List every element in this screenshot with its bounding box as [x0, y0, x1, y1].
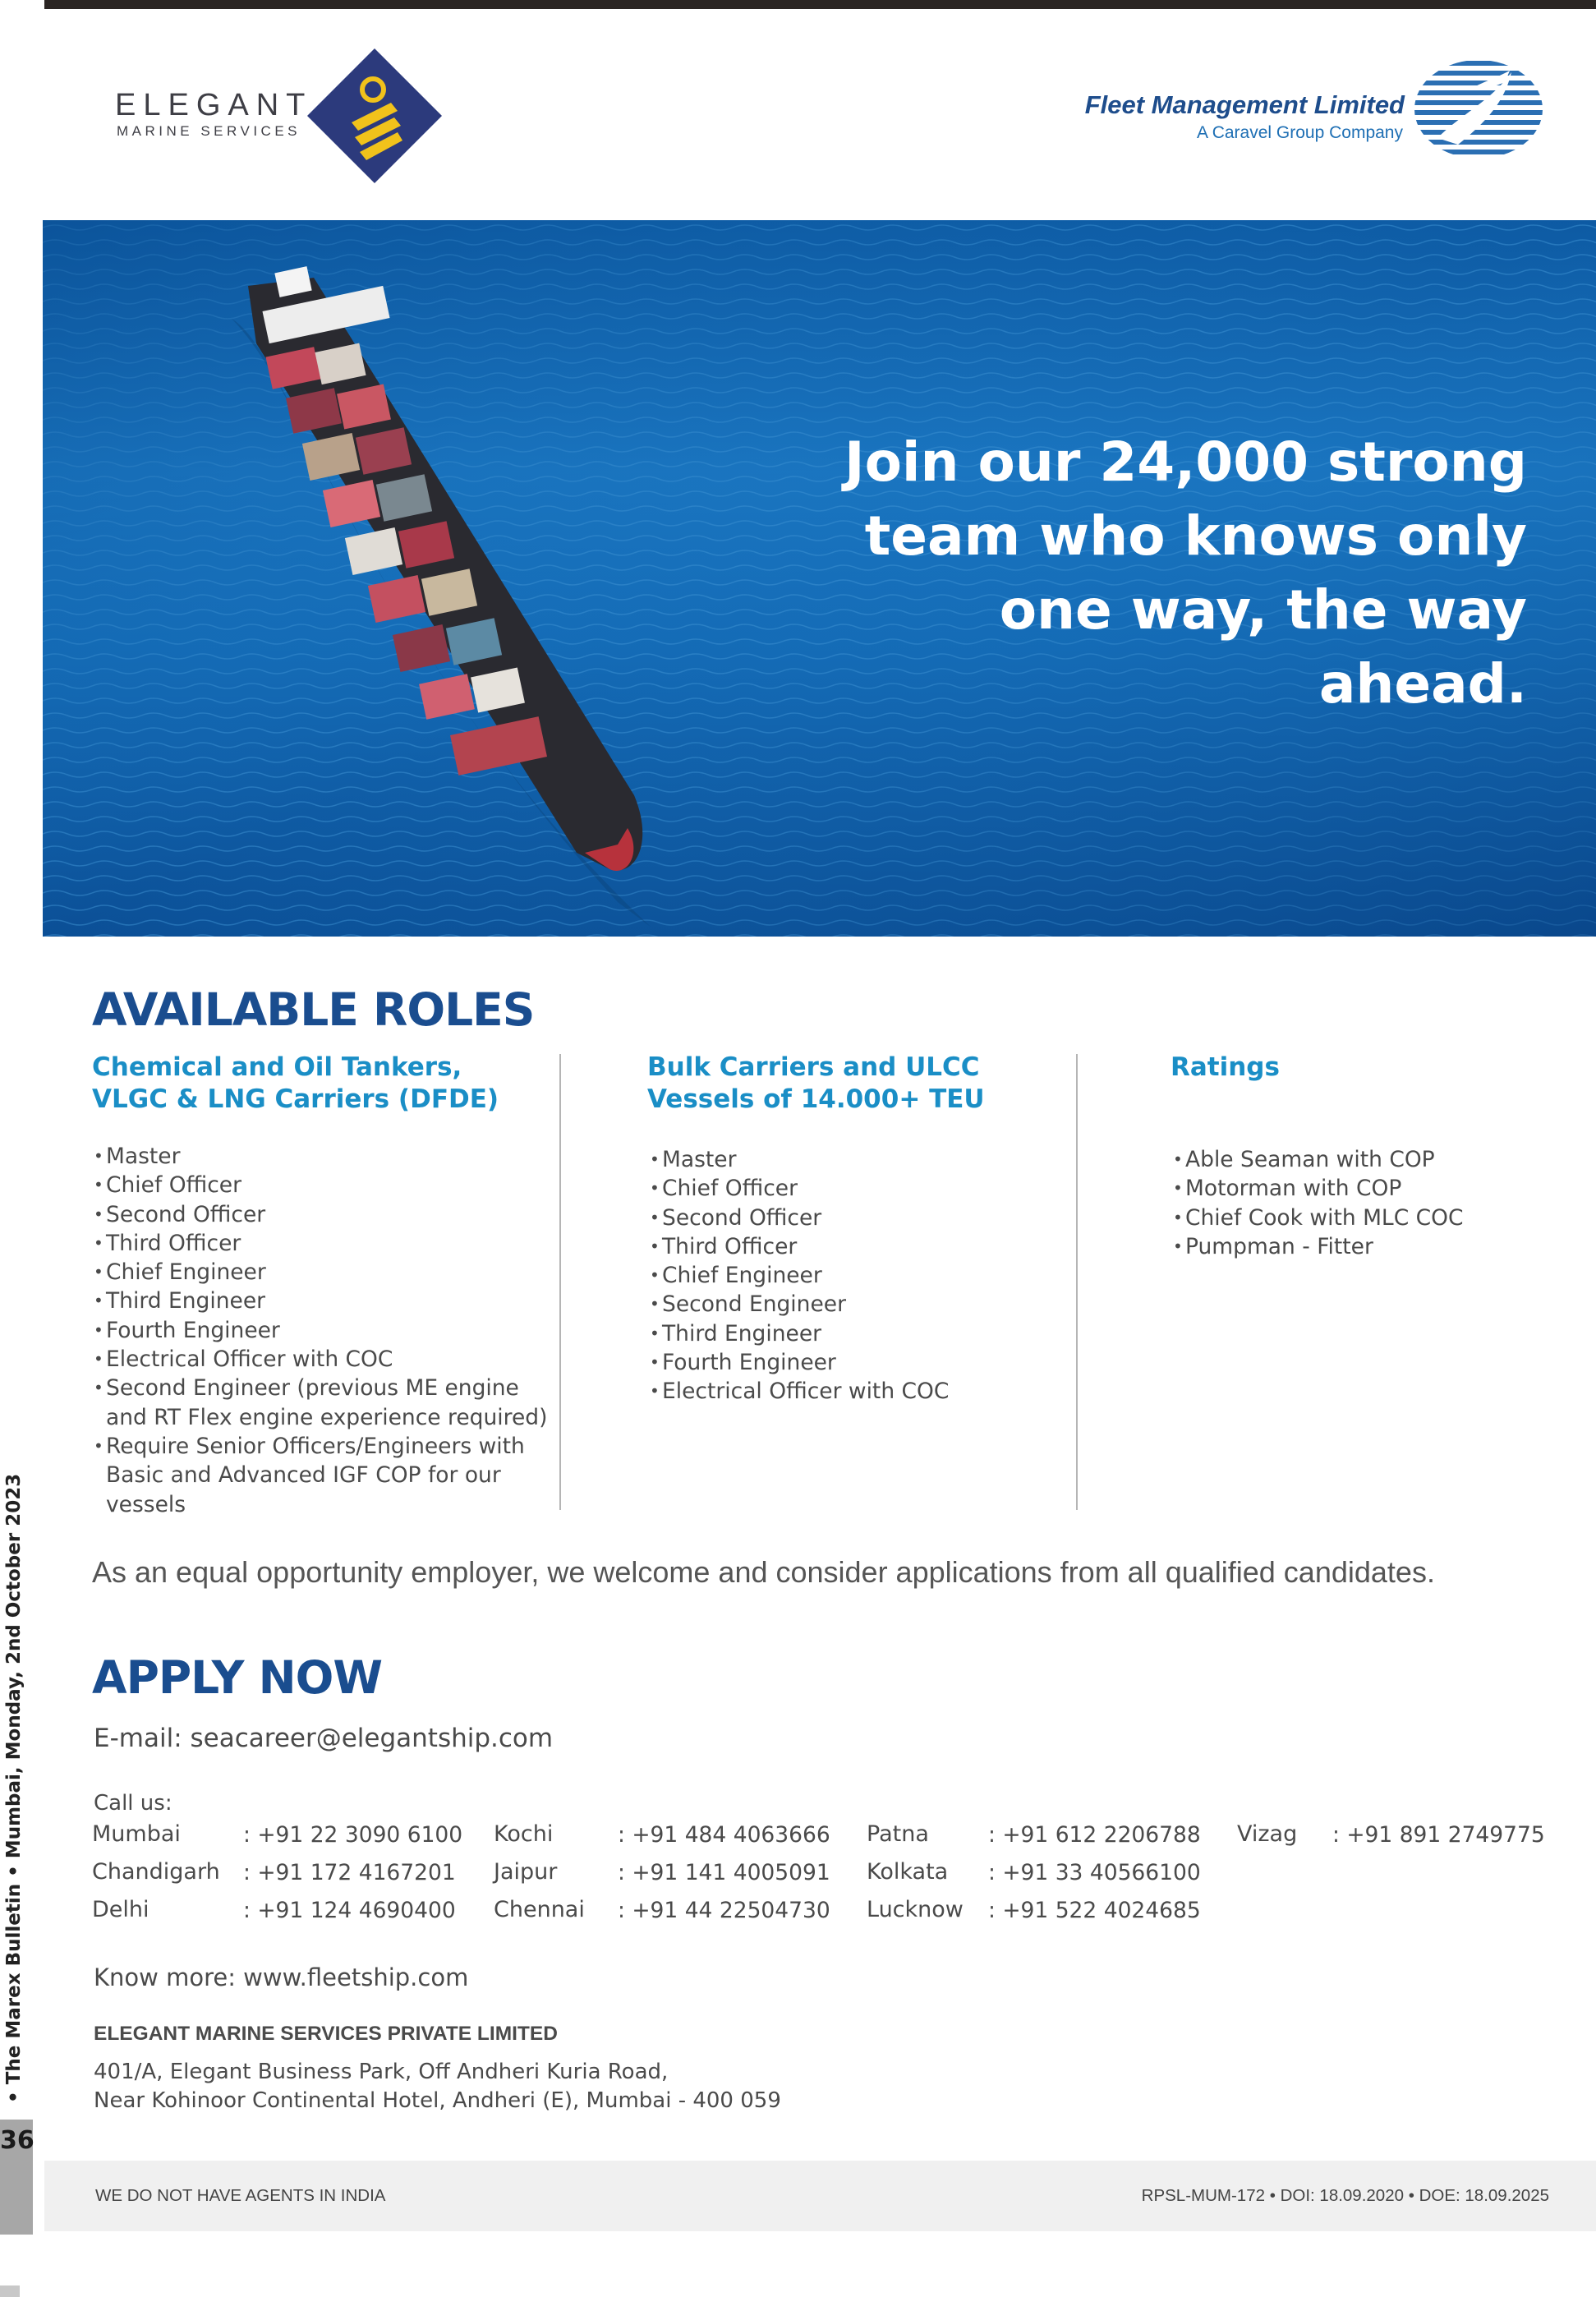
elegant-logo-sub: MARINE SERVICES	[117, 123, 301, 139]
list-item: • Motorman with COP	[1171, 1174, 1566, 1203]
website-link[interactable]: Know more: www.fleetship.com	[94, 1963, 469, 1991]
phone-city: Jaipur	[494, 1859, 558, 1885]
phone-city: Chandigarh	[92, 1859, 220, 1885]
address-line: Near Kohinoor Continental Hotel, Andheri (E), Mumbai - 400 059	[94, 2088, 781, 2113]
list-item: • Chief Engineer	[92, 1258, 552, 1287]
phone-number[interactable]: : +91 522 4024685	[988, 1898, 1201, 1923]
column-divider	[1076, 1054, 1078, 1510]
column-2-heading-line: Bulk Carriers and ULCC	[647, 1052, 980, 1082]
phone-number[interactable]: : +91 33 40566100	[988, 1860, 1201, 1885]
phone-city: Patna	[867, 1821, 929, 1847]
elegant-logo-word: ELEGANT	[115, 88, 313, 122]
phone-number[interactable]: : +91 484 4063666	[618, 1822, 830, 1848]
elegant-marine-logo	[115, 45, 444, 185]
hero-headline: Join our 24,000 strong team who knows only one way, the way ahead.	[844, 430, 1527, 716]
phone-city: Vizag	[1237, 1821, 1298, 1847]
phone-number[interactable]: : +91 124 4690400	[243, 1898, 456, 1923]
page-number: 36	[0, 2126, 34, 2155]
column-1-heading-line: VLGC & LNG Carriers (DFDE)	[92, 1084, 499, 1114]
column-2-heading	[647, 1052, 985, 1116]
equal-opportunity-statement: As an equal opportunity employer, we welcome and consider applications from all qualified candidates.	[92, 1555, 1435, 1589]
list-item: • Chief Officer	[648, 1174, 1075, 1203]
phone-city: Kolkata	[867, 1859, 949, 1885]
column-2-heading-line: Vessels of 14.000+ TEU	[647, 1084, 985, 1114]
list-item: • Third Officer	[648, 1232, 1075, 1261]
publication-line: • The Marex Bulletin • Mumbai, Monday, 2nd October 2023	[3, 1473, 25, 2103]
fleet-logo-sub: A Caravel Group Company	[1197, 123, 1403, 142]
email-contact[interactable]: E-mail: seacareer@elegantship.com	[94, 1724, 554, 1753]
list-item: • Electrical Officer with COC	[648, 1377, 1075, 1406]
column-divider	[559, 1054, 561, 1510]
column-2-list	[648, 1145, 1075, 1406]
phone-city: Chennai	[494, 1897, 585, 1922]
phone-city: Kochi	[494, 1821, 554, 1847]
footer-license: RPSL-MUM-172 • DOI: 18.09.2020 • DOE: 18.09.2025	[1141, 2186, 1549, 2205]
fleet-logo-name: Fleet Management Limited	[1084, 90, 1405, 119]
phone-city: Mumbai	[92, 1821, 181, 1847]
phone-number[interactable]: : +91 44 22504730	[618, 1898, 830, 1923]
list-item: • Chief Officer	[92, 1171, 552, 1199]
corner-mark	[0, 2285, 20, 2297]
address-line: 401/A, Elegant Business Park, Off Andheri Kuria Road,	[94, 2060, 669, 2084]
elegant-diamond-icon	[306, 47, 444, 185]
column-3-heading	[1171, 1052, 1280, 1084]
list-item: • Pumpman - Fitter	[1171, 1232, 1566, 1261]
list-item: • Third Officer	[92, 1229, 552, 1258]
list-item: • Electrical Officer with COC	[92, 1345, 552, 1374]
list-item: • Fourth Engineer	[648, 1348, 1075, 1377]
roles-title: AVAILABLE ROLES	[92, 983, 535, 1036]
fleet-management-logo	[1068, 56, 1544, 171]
list-item: • Second Engineer (previous ME engine and RT Flex engine experience required)	[92, 1374, 552, 1432]
phone-number[interactable]: : +91 172 4167201	[243, 1860, 456, 1885]
list-item: • Chief Cook with MLC COC	[1171, 1204, 1566, 1232]
company-name: ELEGANT MARINE SERVICES PRIVATE LIMITED	[94, 2023, 558, 2045]
hero-image	[43, 220, 1596, 937]
list-item: • Second Officer	[648, 1204, 1075, 1232]
list-item: • Require Senior Officers/Engineers with Basic and Advanced IGF COP for our vessels	[92, 1432, 552, 1519]
phone-number[interactable]: : +91 612 2206788	[988, 1822, 1201, 1848]
fleet-globe-icon	[1413, 56, 1544, 163]
phone-number[interactable]: : +91 141 4005091	[618, 1860, 830, 1885]
phone-number[interactable]: : +91 891 2749775	[1332, 1822, 1545, 1848]
footer-disclaimer: WE DO NOT HAVE AGENTS IN INDIA	[95, 2186, 386, 2205]
column-3-list	[1171, 1145, 1566, 1261]
call-us-label: Call us:	[94, 1791, 172, 1816]
apply-now-title: APPLY NOW	[92, 1651, 383, 1704]
column-1-heading	[92, 1052, 499, 1116]
phone-city: Delhi	[92, 1897, 149, 1922]
list-item: • Chief Engineer	[648, 1261, 1075, 1290]
phone-city: Lucknow	[867, 1897, 964, 1922]
list-item: • Second Engineer	[648, 1290, 1075, 1319]
column-3-heading-line: Ratings	[1171, 1052, 1280, 1082]
list-item: • Master	[648, 1145, 1075, 1174]
list-item: • Fourth Engineer	[92, 1316, 552, 1345]
list-item: • Third Engineer	[92, 1287, 552, 1315]
column-1-list	[92, 1142, 552, 1519]
list-item: • Able Seaman with COP	[1171, 1145, 1566, 1174]
list-item: • Master	[92, 1142, 552, 1171]
column-1-heading-line: Chemical and Oil Tankers,	[92, 1052, 462, 1082]
phone-number[interactable]: : +91 22 3090 6100	[243, 1822, 463, 1848]
top-rule	[44, 0, 1596, 9]
list-item: • Third Engineer	[648, 1319, 1075, 1348]
list-item: • Second Officer	[92, 1200, 552, 1229]
company-address	[94, 2058, 781, 2115]
